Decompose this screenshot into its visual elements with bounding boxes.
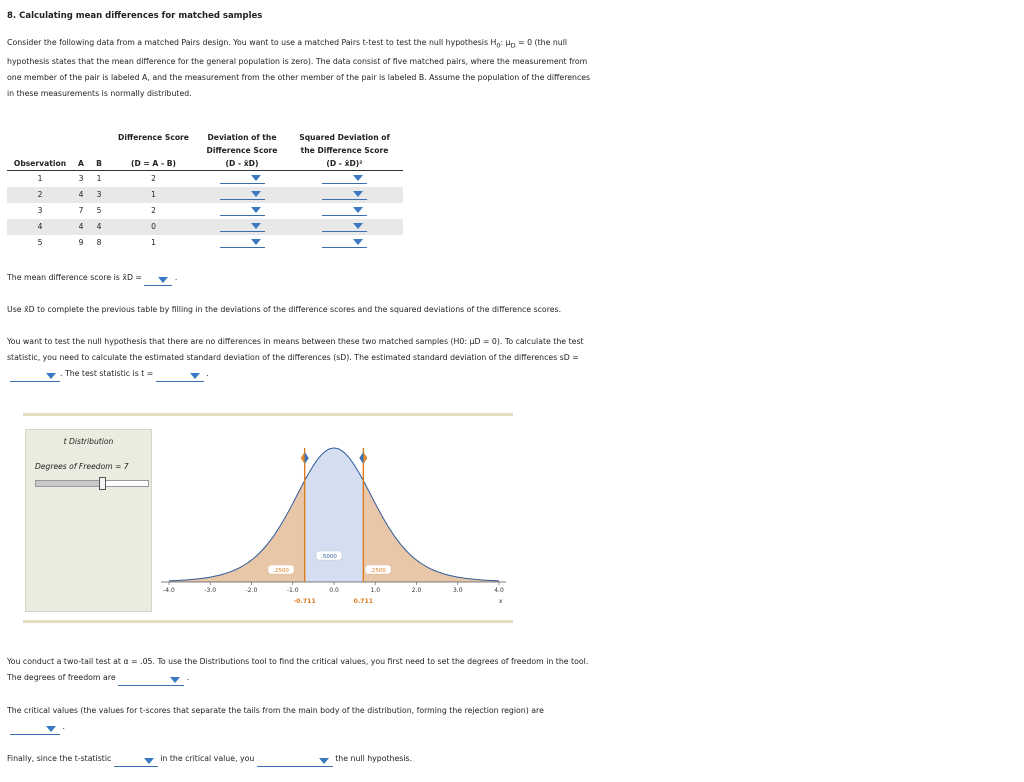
conduct-paragraph [7, 654, 622, 686]
chevron-down-icon [144, 758, 154, 764]
chevron-down-icon [353, 207, 363, 213]
cell-observation: 2 [7, 187, 73, 203]
cell-a: 4 [73, 187, 89, 203]
cell-difference: 2 [151, 174, 156, 183]
decision-dropdown[interactable] [257, 756, 333, 767]
final-text-2: in the critical value, you [160, 754, 255, 763]
cell-observation: 1 [37, 174, 43, 183]
chevron-down-icon [251, 191, 261, 197]
chevron-down-icon [319, 758, 329, 764]
cell-a: 9 [78, 238, 84, 247]
degrees-of-freedom-question: The degrees of freedom are [7, 673, 116, 682]
chevron-down-icon [353, 175, 363, 181]
table-row [7, 187, 403, 203]
x-tick-label: -3.0 [204, 587, 217, 594]
left-area-label: .2500 [273, 568, 289, 574]
critical-line-2 [7, 719, 622, 735]
x-axis-label: x [499, 598, 503, 605]
chevron-down-icon [353, 239, 363, 245]
critical-values-dropdown[interactable] [10, 724, 60, 735]
header-difference-formula: (D = A - B) [109, 157, 198, 171]
x-tick-label: -4.0 [163, 587, 175, 594]
chevron-down-icon [251, 239, 261, 245]
intro-text: : μ [500, 38, 511, 47]
chevron-down-icon [190, 373, 200, 379]
final-paragraph [7, 751, 707, 767]
header-b: B [89, 157, 109, 171]
test-statistic-dropdown[interactable] [156, 371, 204, 382]
header-observation: Observation [7, 157, 73, 171]
table-row [7, 235, 403, 251]
right-critical-value: 0.711 [353, 598, 374, 605]
data-table [7, 131, 403, 251]
chevron-down-icon [353, 223, 363, 229]
header-squared-1: Squared Deviation of [299, 133, 390, 142]
mean-difference-line [7, 270, 622, 286]
deviation-dropdown-2[interactable] [220, 190, 265, 200]
cell-b: 8 [96, 238, 102, 247]
final-text-3: the null hypothesis. [335, 754, 413, 763]
cell-a: 4 [73, 219, 89, 235]
cell-difference: 0 [109, 219, 198, 235]
chevron-down-icon [251, 175, 261, 181]
intro-line-1 [7, 35, 622, 54]
x-tick-label: 1.0 [370, 587, 381, 594]
cell-difference: 1 [151, 238, 156, 247]
squared-dropdown-2[interactable] [322, 190, 367, 200]
final-text-1: Finally, since the t-statistic [7, 754, 112, 763]
cell-observation: 4 [7, 219, 73, 235]
intro-line-2: hypothesis states that the mean difference for the general population is zero). The data consist of five matched pairs, where the measurement from [7, 56, 588, 66]
question-title: 8. Calculating mean differences for matched samples [7, 11, 263, 21]
cell-b: 4 [89, 219, 109, 235]
test-line-3 [7, 366, 622, 382]
left-critical-value: -0.711 [293, 598, 316, 605]
intro-paragraph [7, 35, 622, 102]
distributions-tool [23, 413, 513, 623]
cell-difference: 2 [151, 206, 156, 215]
right-critical-handle[interactable] [359, 452, 367, 464]
x-tick-label: -1.0 [286, 587, 299, 594]
table-row [7, 219, 403, 235]
squared-dropdown-3[interactable] [322, 206, 367, 216]
tool-control-panel [25, 429, 152, 612]
degrees-of-freedom-dropdown[interactable] [118, 675, 184, 686]
center-area [305, 448, 364, 582]
cell-observation: 5 [37, 238, 43, 247]
x-tick-label: -2.0 [245, 587, 258, 594]
x-tick-label: 4.0 [494, 587, 504, 594]
critical-line-1: The critical values (the values for t-scores that separate the tails from the main body of the distribution, forming the rejection region) are [7, 706, 544, 715]
chevron-down-icon [251, 207, 261, 213]
conduct-line-1: You conduct a two-tail test at α = .05. To use the Distributions tool to find the critical values, you first need to set the degrees of freedom in the tool. [7, 657, 589, 666]
chevron-down-icon [353, 191, 363, 197]
deviation-dropdown-3[interactable] [220, 206, 265, 216]
std-deviation-dropdown[interactable] [10, 371, 60, 382]
h0-subscript: 0 [496, 41, 501, 50]
table-row [7, 203, 403, 219]
mean-difference-label: The mean difference score is x̄D = [7, 273, 142, 282]
statistic-location-dropdown[interactable] [114, 756, 158, 767]
left-critical-handle[interactable] [301, 452, 309, 464]
cell-a: 7 [78, 206, 84, 215]
deviation-dropdown-4[interactable] [220, 222, 265, 232]
intro-line-4: in these measurements is normally distributed. [7, 88, 192, 98]
mean-difference-period: . [174, 273, 178, 282]
chevron-down-icon [46, 726, 56, 732]
conduct-line-end: . [186, 673, 190, 682]
intro-text: Consider the following data from a matched Pairs design. You want to use a matched Pairs t-test to test the null hypothesis H [7, 38, 497, 47]
squared-dropdown-4[interactable] [322, 222, 367, 232]
header-squared-formula: (D - x̄D)² [286, 157, 403, 171]
conduct-line-2 [7, 670, 622, 686]
intro-text: = 0 (the null [515, 38, 568, 47]
header-difference-score: Difference Score [118, 133, 189, 142]
t-distribution-plot [161, 426, 513, 616]
distribution-title: t Distribution [63, 437, 114, 446]
x-tick-label: 0.0 [329, 587, 339, 594]
mu-subscript: D [510, 41, 516, 50]
degrees-of-freedom-slider[interactable] [35, 480, 149, 487]
chevron-down-icon [170, 677, 180, 683]
test-line-1: You want to test the null hypothesis that there are no differences in means between these two matched samples (H0: μD = 0). To calculate the test [7, 337, 584, 346]
cell-a: 3 [78, 174, 84, 183]
squared-dropdown-5[interactable] [322, 238, 367, 248]
x-tick-label: 2.0 [411, 587, 422, 594]
mean-difference-dropdown[interactable] [144, 275, 172, 286]
slider-thumb[interactable] [99, 477, 106, 490]
test-statistic-label: . The test statistic is t = [60, 369, 154, 378]
degrees-of-freedom-label: Degrees of Freedom = 7 [35, 462, 129, 471]
instruction-line: Use x̄D to complete the previous table by filling in the deviations of the difference scores and the squared deviations of the difference scores. [7, 305, 562, 314]
cell-difference: 1 [109, 187, 198, 203]
intro-line-3: one member of the pair is labeled A, and the measurement from the other member of the pair is labeled B. Assume the population of the differences [7, 72, 591, 82]
test-line-end: . [206, 369, 209, 378]
header-deviation-1: Deviation of the [207, 133, 277, 142]
squared-dropdown-1[interactable] [322, 174, 367, 184]
cell-observation: 3 [37, 206, 43, 215]
cell-b: 5 [96, 206, 102, 215]
deviation-dropdown-1[interactable] [220, 174, 265, 184]
test-line-2: statistic, you need to calculate the estimated standard deviation of the differences (sD). The estimated standard deviation of the differences sD = [7, 353, 579, 362]
critical-line-end: . [62, 722, 65, 731]
header-deviation-formula: (D - x̄D) [198, 157, 286, 171]
chevron-down-icon [158, 277, 168, 283]
header-squared-2: the Difference Score [300, 146, 389, 155]
header-deviation-2: Difference Score [206, 146, 278, 155]
cell-b: 1 [96, 174, 102, 183]
test-paragraph [7, 334, 622, 382]
center-area-label: .5000 [321, 554, 337, 560]
table-row [7, 171, 403, 188]
x-tick-label: 3.0 [452, 587, 463, 594]
critical-paragraph [7, 703, 622, 735]
deviation-dropdown-5[interactable] [220, 238, 265, 248]
x-axis-ticks [163, 582, 504, 594]
right-area-label: .2500 [370, 568, 386, 574]
cell-b: 3 [89, 187, 109, 203]
slider-fill [36, 481, 100, 486]
chevron-down-icon [46, 373, 56, 379]
chevron-down-icon [251, 223, 261, 229]
header-a: A [73, 157, 89, 171]
